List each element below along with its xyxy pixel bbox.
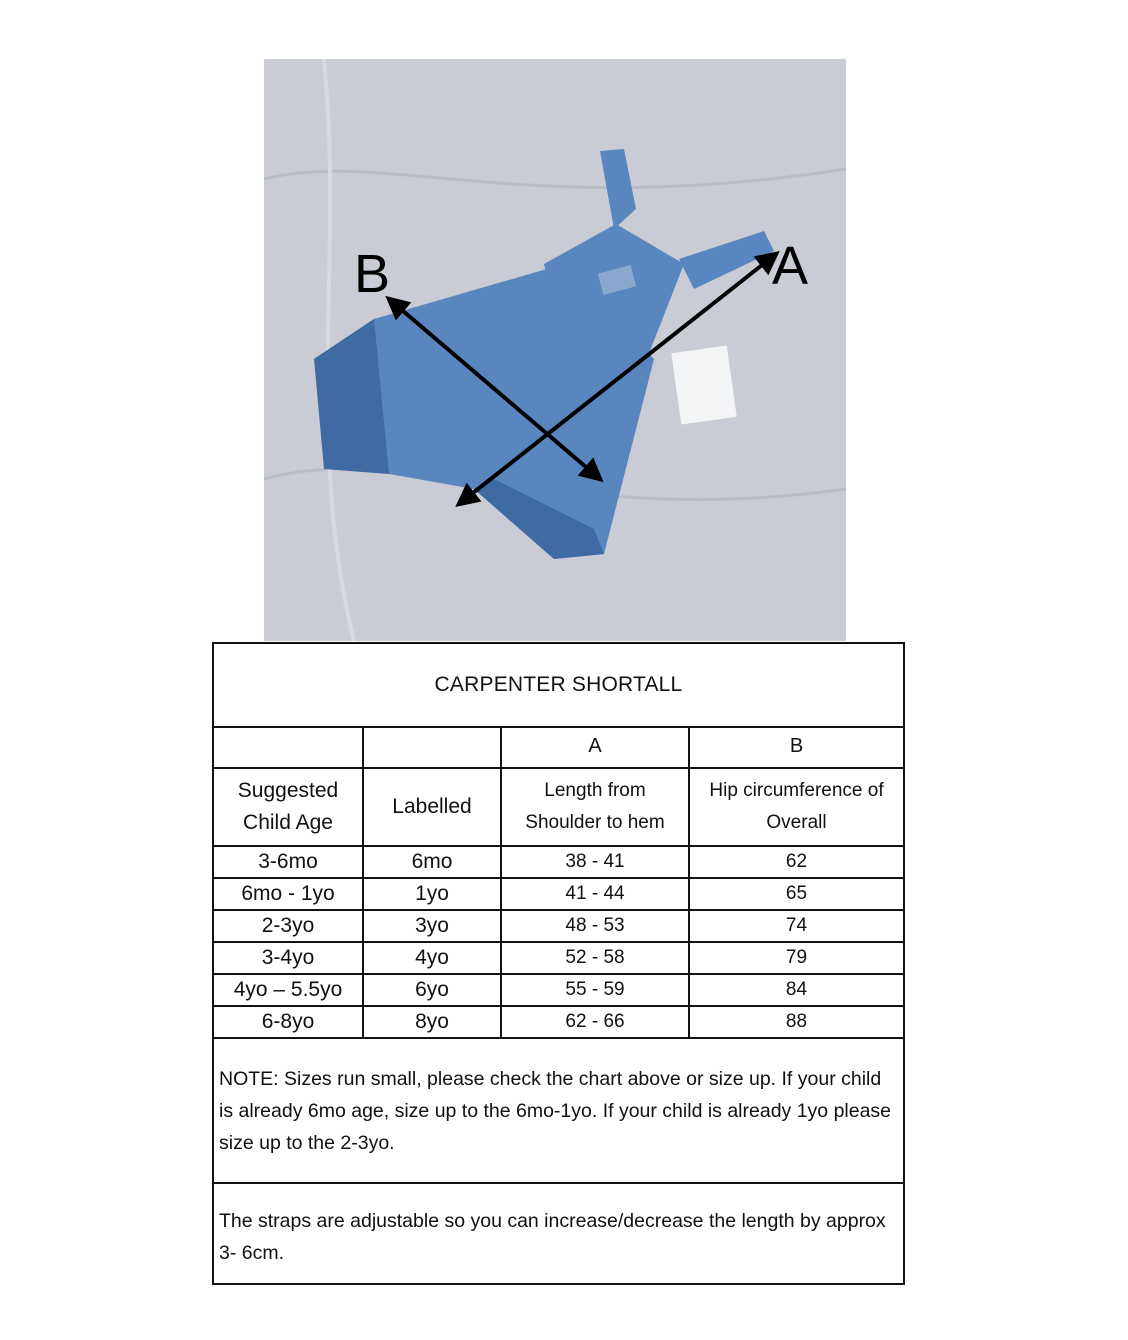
table-row [214, 878, 903, 910]
label-cell: 3yo [363, 910, 501, 942]
table-row [214, 974, 903, 1006]
hip-cell: 65 [689, 878, 903, 910]
size-table [214, 726, 903, 1039]
length-cell: 48 - 53 [501, 910, 689, 942]
length-cell: 62 - 66 [501, 1006, 689, 1038]
hip-cell: 74 [689, 910, 903, 942]
hip-cell: 88 [689, 1006, 903, 1038]
label-a: A [772, 236, 809, 296]
header-row [214, 768, 903, 846]
chart-title: CARPENTER SHORTALL [214, 644, 903, 728]
overall-product-photo-icon [264, 59, 846, 641]
length-cell: 55 - 59 [501, 974, 689, 1006]
age-cell: 3-4yo [214, 942, 363, 974]
letter-cell-b: B [689, 726, 903, 768]
age-cell: 6-8yo [214, 1006, 363, 1038]
table-row [214, 942, 903, 974]
straps-note: The straps are adjustable so you can increase/decrease the length by approx 3- 6cm. [219, 1210, 886, 1264]
product-photo [264, 59, 846, 641]
letter-row [214, 726, 903, 768]
length-cell: 41 - 44 [501, 878, 689, 910]
header-hip: Hip circumference of Overall [689, 768, 903, 846]
label-cell: 6mo [363, 846, 501, 878]
hang-tag [671, 345, 736, 424]
length-cell: 38 - 41 [501, 846, 689, 878]
header-length: Length from Shoulder to hem [501, 768, 689, 846]
label-cell: 4yo [363, 942, 501, 974]
age-cell: 2-3yo [214, 910, 363, 942]
age-cell: 3-6mo [214, 846, 363, 878]
label-cell: 6yo [363, 974, 501, 1006]
header-suggested-age: Suggested Child Age [214, 768, 363, 846]
label-cell: 8yo [363, 1006, 501, 1038]
letter-cell [214, 726, 363, 768]
letter-cell-a: A [501, 726, 689, 768]
sizing-note: NOTE: Sizes run small, please check the chart above or size up. If your child is already 6mo age, size up to the 6mo-1yo. If your child is already 1yo please size up to the 2-3yo. [214, 1039, 903, 1184]
hip-cell: 62 [689, 846, 903, 878]
letter-cell [363, 726, 501, 768]
label-b: B [354, 244, 391, 304]
table-row [214, 1006, 903, 1038]
age-cell: 4yo – 5.5yo [214, 974, 363, 1006]
hip-cell: 79 [689, 942, 903, 974]
table-row [214, 910, 903, 942]
age-cell: 6mo - 1yo [214, 878, 363, 910]
label-cell: 1yo [363, 878, 501, 910]
hip-cell: 84 [689, 974, 903, 1006]
size-chart [212, 642, 905, 1285]
header-labelled: Labelled [363, 768, 501, 846]
table-row [214, 846, 903, 878]
length-cell: 52 - 58 [501, 942, 689, 974]
